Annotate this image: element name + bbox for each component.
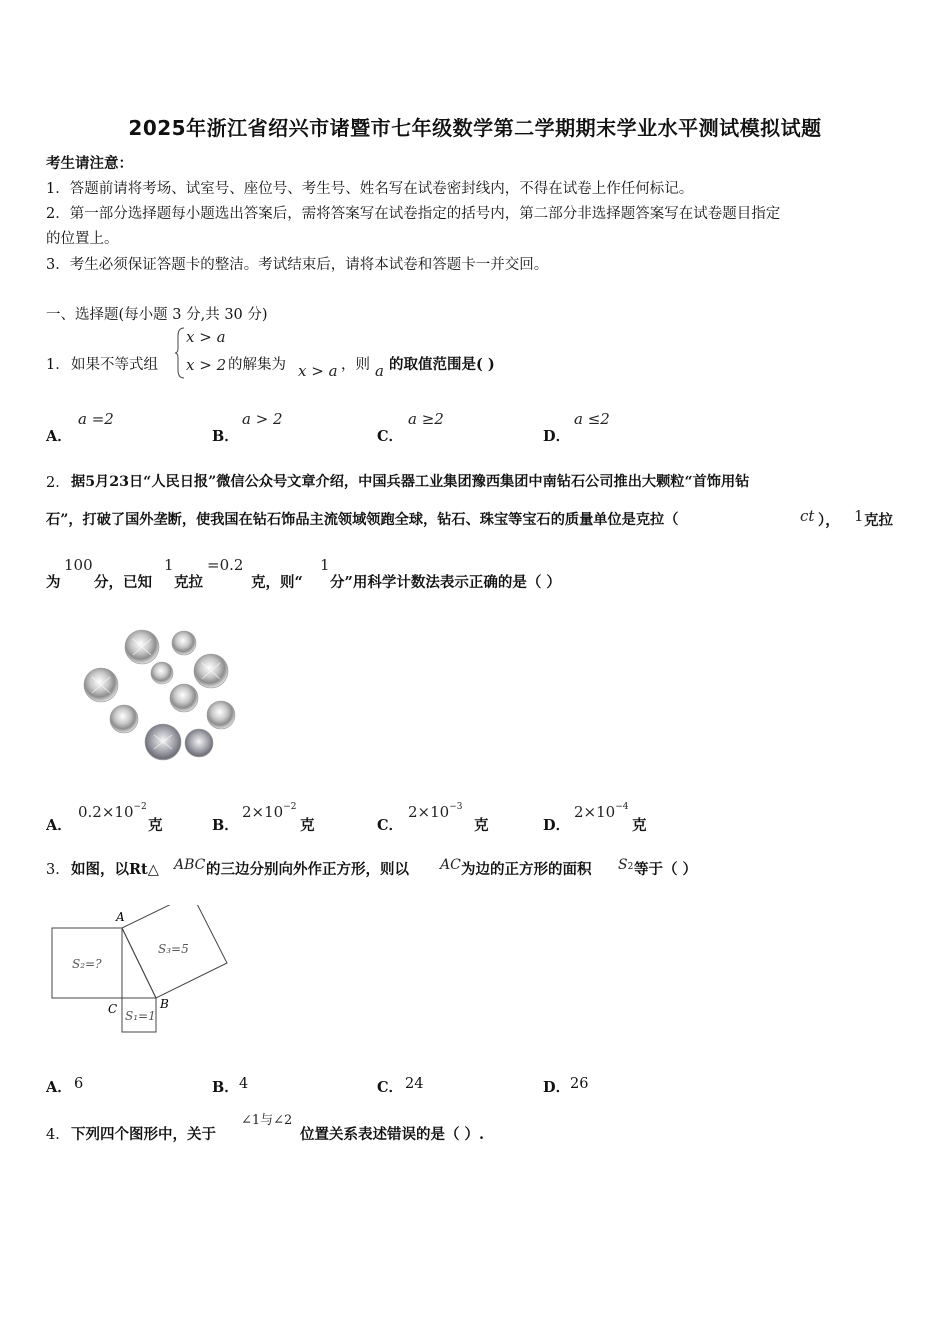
q1-option-a-letter: A． <box>46 428 72 445</box>
q1-system-line-1: x > a <box>186 328 226 346</box>
q1-option-a: a =2 <box>78 410 114 428</box>
q2-option-a-base: $0.2\times 10^{-2}$ <box>78 802 147 821</box>
q3-option-c-letter: C． <box>377 1079 404 1096</box>
q2-option-d-base: $2\times 10^{-4}$ <box>574 802 629 821</box>
q1-option-c: a ≥2 <box>408 410 444 428</box>
q1-text-post2: 的取值范围是( ) <box>389 356 495 373</box>
label-s2: S₂=? <box>72 957 102 971</box>
q2-eq: =0.2 <box>207 556 244 574</box>
q1-variable: a <box>375 362 384 380</box>
q2-line-1: 据5月23日“人民日报”微信公众号文章介绍，中国兵器工业集团豫西集团中南钻石公司推出大颗粒“首饰用钻 <box>71 474 750 490</box>
q3-text-c: 为边的正方形的面积 <box>461 861 592 878</box>
q1-text-pre: 如果不等式组 <box>71 357 158 373</box>
right-triangle <box>122 928 156 998</box>
q3-text-a: 如图，以Rt△ <box>71 861 159 878</box>
q2-line-2b: ）， <box>818 512 840 529</box>
diamonds-image <box>78 625 243 770</box>
notice-item-1: 1．答题前请将考场、试室号、座位号、考生号、姓名写在试卷密封线内，不得在试卷上作任何标记。 <box>46 181 694 197</box>
q2-option-d-letter: D． <box>543 817 571 834</box>
label-b: B <box>160 997 169 1011</box>
q3-abc: ABC <box>174 857 206 873</box>
q3-option-b: 4 <box>239 1076 249 1092</box>
q1-text-mid: 的解集为 <box>228 357 286 373</box>
q4-angles: ∠1与∠2 <box>241 1113 293 1128</box>
q1-option-d-letter: D． <box>543 428 571 445</box>
q4-number: 4． <box>46 1127 70 1143</box>
q3-option-d: 26 <box>570 1076 589 1092</box>
label-s3: S₃=5 <box>158 942 189 956</box>
q2-option-d-unit: 克 <box>632 817 647 834</box>
notice-item-2: 2．第一部分选择题每小题选出答案后，需将答案写在试卷指定的括号内，第二部分非选择题答案写在试卷题目指定 <box>46 206 781 222</box>
section-heading: 一、选择题(每小题 3 分,共 30 分) <box>46 307 268 323</box>
squares-figure <box>46 905 236 1035</box>
q2-line-2: 石”，打破了国外垄断，使我国在钻石饰品主流领域领跑全球，钻石、珠宝等宝石的质量单位是克拉（ <box>46 512 679 528</box>
q2-line-3-one: 1 <box>164 556 174 574</box>
q2-option-c-letter: C． <box>377 817 404 834</box>
q2-option-b-base: $2\times 10^{-2}$ <box>242 802 297 821</box>
q3-s2: S2 <box>618 857 634 873</box>
q2-line-3d: 克，则“ <box>251 574 303 591</box>
q3-text-b: 的三边分别向外作正方形，则以 <box>206 861 409 878</box>
label-a: A <box>116 910 125 924</box>
q2-number: 2． <box>46 475 70 491</box>
q1-option-d: a ≤2 <box>574 410 610 428</box>
q3-text-d: 等于（ ） <box>634 861 698 878</box>
q3-option-b-letter: B． <box>212 1079 239 1096</box>
q2-unit: ct <box>800 507 815 525</box>
q2-option-c-unit: 克 <box>474 817 489 834</box>
q2-one: 1 <box>854 507 864 525</box>
q2-hundred: 100 <box>64 556 93 574</box>
q1-number: 1． <box>46 357 70 373</box>
notice-heading: 考生请注意： <box>46 155 133 172</box>
notice-item-3: 3．考生必须保证答题卡的整洁。考试结束后，请将本试卷和答题卡一并交回。 <box>46 257 549 273</box>
q1-system-line-2: x > 2 <box>186 356 227 374</box>
q2-option-c-base: $2\times 10^{-3}$ <box>408 802 463 821</box>
q2-line-3-one-2: 1 <box>320 556 330 574</box>
q2-line-3a: 为 <box>46 574 61 591</box>
q2-line-3c: 克拉 <box>174 574 203 591</box>
notice-item-2-cont: 的位置上。 <box>46 231 119 247</box>
page-title: 2025年浙江省绍兴市诸暨市七年级数学第二学期期末学业水平测试模拟试题 <box>128 116 822 140</box>
q1-option-b-letter: B． <box>212 428 239 445</box>
q1-option-b: a > 2 <box>242 410 283 428</box>
label-c: C <box>108 1002 118 1016</box>
q3-option-d-letter: D． <box>543 1079 571 1096</box>
q1-solution: x > a <box>298 362 338 380</box>
q2-option-a-unit: 克 <box>148 817 163 834</box>
q3-number: 3． <box>46 862 70 878</box>
q2-option-a-letter: A． <box>46 817 72 834</box>
q2-option-b-unit: 克 <box>300 817 315 834</box>
q1-text-post1: ，则 <box>341 357 370 373</box>
q1-option-c-letter: C． <box>377 428 404 445</box>
q2-line-3e: 分”用科学计数法表示正确的是（ ） <box>330 574 561 591</box>
q3-ac: AC <box>440 857 461 873</box>
q1-brace <box>174 326 186 380</box>
q3-option-a-letter: A． <box>46 1079 72 1096</box>
label-s1: S₁=1 <box>125 1009 156 1023</box>
q4-text-pre: 下列四个图形中，关于 <box>71 1126 216 1143</box>
q3-option-c: 24 <box>405 1076 424 1092</box>
q4-text-post: 位置关系表述错误的是（ ）. <box>300 1126 485 1143</box>
q2-line-3b: 分，已知 <box>94 574 152 591</box>
q3-option-a: 6 <box>74 1076 84 1092</box>
q2-option-b-letter: B． <box>212 817 239 834</box>
q2-line-2c: 克拉 <box>864 512 893 529</box>
